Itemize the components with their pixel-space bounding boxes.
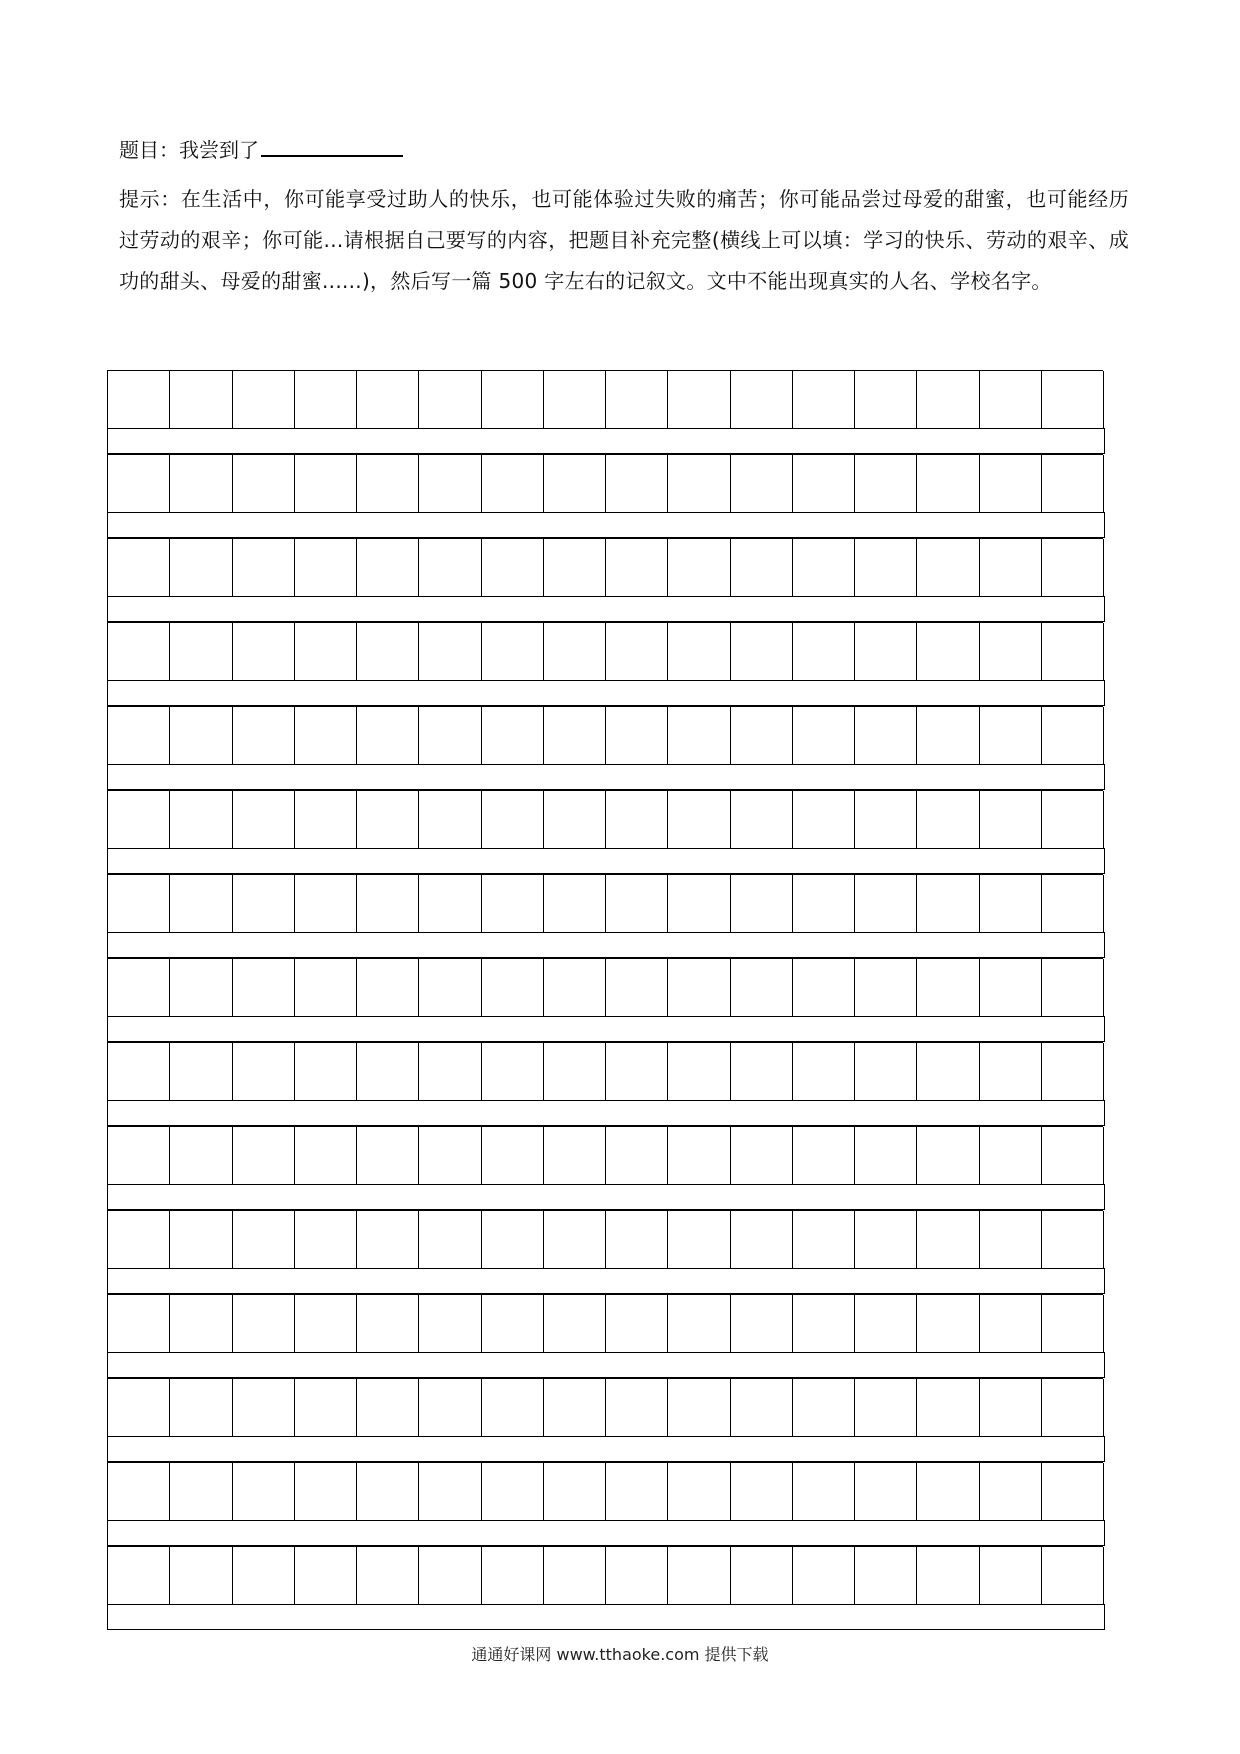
- grid-cell[interactable]: [855, 1379, 917, 1436]
- grid-cell[interactable]: [233, 1463, 295, 1520]
- grid-cell[interactable]: [855, 455, 917, 512]
- grid-cell[interactable]: [855, 1043, 917, 1100]
- grid-cell[interactable]: [233, 1127, 295, 1184]
- grid-cell[interactable]: [357, 791, 419, 848]
- grid-spacer-band: [107, 1184, 1105, 1210]
- grid-cell[interactable]: [170, 623, 232, 680]
- grid-cell[interactable]: [482, 875, 544, 932]
- grid-row: [107, 706, 1103, 764]
- grid-cell[interactable]: [108, 455, 170, 512]
- grid-cell[interactable]: [668, 1379, 730, 1436]
- grid-cell[interactable]: [295, 707, 357, 764]
- grid-cell[interactable]: [544, 1463, 606, 1520]
- grid-cell[interactable]: [544, 959, 606, 1016]
- grid-cell[interactable]: [855, 1295, 917, 1352]
- grid-cell[interactable]: [606, 1547, 668, 1604]
- grid-cell[interactable]: [419, 1547, 481, 1604]
- grid-cell[interactable]: [482, 1463, 544, 1520]
- grid-cell[interactable]: [668, 707, 730, 764]
- grid-cell[interactable]: [357, 1463, 419, 1520]
- grid-cell[interactable]: [482, 1211, 544, 1268]
- grid-cell[interactable]: [544, 1547, 606, 1604]
- grid-cell[interactable]: [917, 1379, 979, 1436]
- grid-cell[interactable]: [980, 1463, 1042, 1520]
- grid-cell[interactable]: [606, 1127, 668, 1184]
- grid-cell[interactable]: [295, 539, 357, 596]
- grid-cell[interactable]: [731, 791, 793, 848]
- grid-cell[interactable]: [295, 875, 357, 932]
- grid-cell[interactable]: [1042, 1211, 1104, 1268]
- grid-cell[interactable]: [606, 875, 668, 932]
- grid-cell[interactable]: [108, 1211, 170, 1268]
- grid-cell[interactable]: [731, 455, 793, 512]
- grid-cell[interactable]: [544, 791, 606, 848]
- grid-cell[interactable]: [1042, 959, 1104, 1016]
- grid-cell[interactable]: [357, 959, 419, 1016]
- grid-cell[interactable]: [295, 1295, 357, 1352]
- essay-title-line: [119, 133, 403, 166]
- grid-spacer-band: [107, 1352, 1105, 1378]
- grid-cell[interactable]: [917, 707, 979, 764]
- grid-cell[interactable]: [793, 539, 855, 596]
- grid-cell[interactable]: [606, 1043, 668, 1100]
- grid-cell[interactable]: [1042, 371, 1104, 428]
- grid-cell[interactable]: [108, 1127, 170, 1184]
- grid-cell[interactable]: [108, 791, 170, 848]
- grid-cell[interactable]: [419, 539, 481, 596]
- grid-cell[interactable]: [1042, 707, 1104, 764]
- grid-row: [107, 454, 1103, 512]
- grid-cell[interactable]: [793, 1379, 855, 1436]
- grid-cell[interactable]: [668, 959, 730, 1016]
- grid-cell[interactable]: [855, 371, 917, 428]
- grid-cell[interactable]: [606, 455, 668, 512]
- grid-cell[interactable]: [295, 455, 357, 512]
- grid-cell[interactable]: [357, 1295, 419, 1352]
- grid-cell[interactable]: [357, 1043, 419, 1100]
- grid-cell[interactable]: [233, 1043, 295, 1100]
- grid-cell[interactable]: [731, 623, 793, 680]
- grid-cell[interactable]: [419, 1463, 481, 1520]
- grid-cell[interactable]: [980, 455, 1042, 512]
- grid-spacer-band: [107, 1016, 1105, 1042]
- grid-cell[interactable]: [606, 1211, 668, 1268]
- grid-cell[interactable]: [855, 623, 917, 680]
- grid-row: [107, 622, 1103, 680]
- grid-cell[interactable]: [917, 539, 979, 596]
- grid-cell[interactable]: [419, 1211, 481, 1268]
- grid-cell[interactable]: [606, 1295, 668, 1352]
- grid-cell[interactable]: [482, 707, 544, 764]
- grid-spacer-band: [107, 1436, 1105, 1462]
- grid-row: [107, 1294, 1103, 1352]
- grid-cell[interactable]: [1042, 875, 1104, 932]
- grid-cell[interactable]: [980, 707, 1042, 764]
- grid-cell[interactable]: [980, 371, 1042, 428]
- grid-cell[interactable]: [917, 875, 979, 932]
- grid-cell[interactable]: [855, 1127, 917, 1184]
- grid-cell[interactable]: [793, 1463, 855, 1520]
- grid-cell[interactable]: [606, 623, 668, 680]
- grid-cell[interactable]: [668, 539, 730, 596]
- grid-cell[interactable]: [793, 1127, 855, 1184]
- grid-cell[interactable]: [1042, 1547, 1104, 1604]
- grid-cell[interactable]: [233, 1295, 295, 1352]
- grid-cell[interactable]: [980, 1379, 1042, 1436]
- grid-spacer-band: [107, 512, 1105, 538]
- grid-cell[interactable]: [233, 539, 295, 596]
- grid-cell[interactable]: [170, 1463, 232, 1520]
- grid-cell[interactable]: [668, 1463, 730, 1520]
- grid-cell[interactable]: [357, 707, 419, 764]
- grid-cell[interactable]: [855, 875, 917, 932]
- grid-row: [107, 958, 1103, 1016]
- grid-cell[interactable]: [357, 371, 419, 428]
- composition-grid: [107, 370, 1105, 1630]
- grid-cell[interactable]: [793, 1295, 855, 1352]
- grid-spacer-band: [107, 1100, 1105, 1126]
- grid-cell[interactable]: [980, 1295, 1042, 1352]
- grid-cell[interactable]: [1042, 623, 1104, 680]
- grid-cell[interactable]: [295, 1547, 357, 1604]
- grid-spacer-band: [107, 680, 1105, 706]
- grid-cell[interactable]: [419, 707, 481, 764]
- grid-cell[interactable]: [917, 791, 979, 848]
- grid-cell[interactable]: [731, 1295, 793, 1352]
- grid-cell[interactable]: [482, 1127, 544, 1184]
- grid-cell[interactable]: [855, 1463, 917, 1520]
- grid-cell[interactable]: [980, 623, 1042, 680]
- grid-cell[interactable]: [917, 1211, 979, 1268]
- grid-cell[interactable]: [731, 1127, 793, 1184]
- grid-cell[interactable]: [917, 1043, 979, 1100]
- grid-cell[interactable]: [980, 539, 1042, 596]
- grid-cell[interactable]: [544, 875, 606, 932]
- grid-cell[interactable]: [1042, 1463, 1104, 1520]
- grid-cell[interactable]: [917, 371, 979, 428]
- grid-cell[interactable]: [544, 539, 606, 596]
- grid-cell[interactable]: [170, 875, 232, 932]
- grid-cell[interactable]: [793, 455, 855, 512]
- grid-cell[interactable]: [544, 455, 606, 512]
- grid-cell[interactable]: [731, 707, 793, 764]
- grid-cell[interactable]: [668, 1295, 730, 1352]
- grid-cell[interactable]: [731, 959, 793, 1016]
- grid-cell[interactable]: [793, 707, 855, 764]
- grid-cell[interactable]: [1042, 1295, 1104, 1352]
- grid-cell[interactable]: [793, 371, 855, 428]
- grid-cell[interactable]: [544, 1211, 606, 1268]
- grid-cell[interactable]: [606, 791, 668, 848]
- grid-row: [107, 370, 1103, 428]
- grid-row: [107, 1378, 1103, 1436]
- grid-cell[interactable]: [544, 1043, 606, 1100]
- grid-cell[interactable]: [482, 623, 544, 680]
- grid-cell[interactable]: [419, 791, 481, 848]
- grid-cell[interactable]: [108, 707, 170, 764]
- grid-cell[interactable]: [793, 623, 855, 680]
- grid-cell[interactable]: [108, 371, 170, 428]
- grid-cell[interactable]: [606, 539, 668, 596]
- grid-cell[interactable]: [482, 371, 544, 428]
- grid-cell[interactable]: [980, 1043, 1042, 1100]
- grid-cell[interactable]: [482, 539, 544, 596]
- grid-spacer-band: [107, 848, 1105, 874]
- grid-cell[interactable]: [108, 1547, 170, 1604]
- grid-cell[interactable]: [855, 1547, 917, 1604]
- grid-cell[interactable]: [668, 1211, 730, 1268]
- grid-cell[interactable]: [357, 455, 419, 512]
- title-blank-underline[interactable]: [261, 133, 403, 157]
- grid-cell[interactable]: [482, 1547, 544, 1604]
- grid-cell[interactable]: [419, 959, 481, 1016]
- grid-cell[interactable]: [419, 1127, 481, 1184]
- grid-cell[interactable]: [606, 1463, 668, 1520]
- grid-cell[interactable]: [295, 1379, 357, 1436]
- grid-cell[interactable]: [233, 455, 295, 512]
- grid-cell[interactable]: [606, 707, 668, 764]
- grid-cell[interactable]: [170, 1127, 232, 1184]
- grid-cell[interactable]: [668, 1547, 730, 1604]
- grid-cell[interactable]: [606, 1379, 668, 1436]
- grid-cell[interactable]: [170, 707, 232, 764]
- grid-cell[interactable]: [1042, 539, 1104, 596]
- grid-cell[interactable]: [357, 623, 419, 680]
- grid-cell[interactable]: [731, 539, 793, 596]
- grid-cell[interactable]: [357, 539, 419, 596]
- grid-cell[interactable]: [917, 455, 979, 512]
- grid-cell[interactable]: [295, 1463, 357, 1520]
- grid-cell[interactable]: [668, 371, 730, 428]
- grid-cell[interactable]: [170, 539, 232, 596]
- grid-cell[interactable]: [108, 959, 170, 1016]
- grid-cell[interactable]: [233, 1211, 295, 1268]
- grid-cell[interactable]: [482, 1043, 544, 1100]
- grid-cell[interactable]: [419, 455, 481, 512]
- grid-cell[interactable]: [233, 791, 295, 848]
- grid-cell[interactable]: [731, 875, 793, 932]
- grid-cell[interactable]: [108, 1295, 170, 1352]
- grid-cell[interactable]: [357, 1211, 419, 1268]
- grid-cell[interactable]: [544, 623, 606, 680]
- grid-row: [107, 874, 1103, 932]
- grid-cell[interactable]: [793, 1211, 855, 1268]
- grid-cell[interactable]: [1042, 791, 1104, 848]
- grid-cell[interactable]: [170, 455, 232, 512]
- grid-cell[interactable]: [233, 1379, 295, 1436]
- grid-cell[interactable]: [544, 1379, 606, 1436]
- grid-cell[interactable]: [482, 1295, 544, 1352]
- grid-row: [107, 1042, 1103, 1100]
- grid-row: [107, 1126, 1103, 1184]
- grid-spacer-band: [107, 1604, 1105, 1630]
- grid-cell[interactable]: [295, 1043, 357, 1100]
- grid-spacer-band: [107, 1520, 1105, 1546]
- grid-cell[interactable]: [170, 371, 232, 428]
- grid-cell[interactable]: [917, 1127, 979, 1184]
- grid-spacer-band: [107, 932, 1105, 958]
- grid-cell[interactable]: [731, 1379, 793, 1436]
- grid-cell[interactable]: [917, 1463, 979, 1520]
- grid-cell[interactable]: [295, 623, 357, 680]
- grid-cell[interactable]: [793, 791, 855, 848]
- grid-cell[interactable]: [170, 959, 232, 1016]
- footer-source-note: 通通好课网 www.tthaoke.com 提供下载: [471, 1645, 769, 1664]
- grid-cell[interactable]: [980, 791, 1042, 848]
- grid-cell[interactable]: [855, 1211, 917, 1268]
- grid-cell[interactable]: [295, 371, 357, 428]
- grid-cell[interactable]: [170, 1547, 232, 1604]
- grid-spacer-band: [107, 596, 1105, 622]
- grid-spacer-band: [107, 1268, 1105, 1294]
- grid-cell[interactable]: [668, 1127, 730, 1184]
- grid-spacer-band: [107, 764, 1105, 790]
- grid-cell[interactable]: [668, 1043, 730, 1100]
- grid-cell[interactable]: [668, 455, 730, 512]
- grid-cell[interactable]: [233, 707, 295, 764]
- grid-cell[interactable]: [295, 959, 357, 1016]
- grid-cell[interactable]: [170, 1043, 232, 1100]
- grid-cell[interactable]: [295, 1127, 357, 1184]
- grid-cell[interactable]: [482, 959, 544, 1016]
- grid-cell[interactable]: [980, 1211, 1042, 1268]
- grid-cell[interactable]: [233, 1547, 295, 1604]
- grid-cell[interactable]: [668, 623, 730, 680]
- grid-cell[interactable]: [917, 623, 979, 680]
- grid-cell[interactable]: [544, 707, 606, 764]
- grid-cell[interactable]: [606, 371, 668, 428]
- grid-cell[interactable]: [544, 1295, 606, 1352]
- grid-cell[interactable]: [855, 791, 917, 848]
- grid-cell[interactable]: [233, 959, 295, 1016]
- grid-cell[interactable]: [419, 623, 481, 680]
- grid-cell[interactable]: [793, 875, 855, 932]
- grid-cell[interactable]: [917, 959, 979, 1016]
- grid-row: [107, 1462, 1103, 1520]
- grid-cell[interactable]: [980, 959, 1042, 1016]
- grid-cell[interactable]: [170, 1211, 232, 1268]
- grid-cell[interactable]: [731, 1211, 793, 1268]
- grid-cell[interactable]: [544, 1127, 606, 1184]
- grid-cell[interactable]: [668, 875, 730, 932]
- grid-cell[interactable]: [170, 791, 232, 848]
- grid-cell[interactable]: [295, 791, 357, 848]
- grid-row: [107, 1546, 1103, 1604]
- grid-cell[interactable]: [419, 1043, 481, 1100]
- grid-cell[interactable]: [793, 959, 855, 1016]
- grid-cell[interactable]: [731, 1463, 793, 1520]
- grid-cell[interactable]: [357, 875, 419, 932]
- grid-row: [107, 538, 1103, 596]
- grid-cell[interactable]: [108, 1379, 170, 1436]
- grid-row: [107, 1210, 1103, 1268]
- grid-cell[interactable]: [917, 1295, 979, 1352]
- grid-cell[interactable]: [731, 371, 793, 428]
- grid-cell[interactable]: [170, 1295, 232, 1352]
- grid-cell[interactable]: [668, 791, 730, 848]
- grid-cell[interactable]: [793, 1547, 855, 1604]
- grid-cell[interactable]: [108, 623, 170, 680]
- grid-cell[interactable]: [419, 1379, 481, 1436]
- grid-cell[interactable]: [606, 959, 668, 1016]
- grid-cell[interactable]: [731, 1547, 793, 1604]
- grid-cell[interactable]: [419, 875, 481, 932]
- grid-cell[interactable]: [855, 959, 917, 1016]
- grid-cell[interactable]: [855, 539, 917, 596]
- grid-cell[interactable]: [357, 1127, 419, 1184]
- grid-row: [107, 790, 1103, 848]
- grid-cell[interactable]: [917, 1547, 979, 1604]
- grid-cell[interactable]: [1042, 1379, 1104, 1436]
- grid-cell[interactable]: [482, 791, 544, 848]
- essay-title-label: 题目：我尝到了: [119, 138, 259, 162]
- grid-cell[interactable]: [357, 1379, 419, 1436]
- grid-cell[interactable]: [419, 371, 481, 428]
- grid-cell[interactable]: [295, 1211, 357, 1268]
- grid-cell[interactable]: [980, 1127, 1042, 1184]
- grid-cell[interactable]: [1042, 1043, 1104, 1100]
- grid-cell[interactable]: [108, 1463, 170, 1520]
- grid-spacer-band: [107, 428, 1105, 454]
- grid-cell[interactable]: [233, 371, 295, 428]
- grid-cell[interactable]: [108, 1043, 170, 1100]
- grid-cell[interactable]: [544, 371, 606, 428]
- grid-cell[interactable]: [482, 1379, 544, 1436]
- grid-cell[interactable]: [233, 623, 295, 680]
- grid-cell[interactable]: [980, 875, 1042, 932]
- grid-cell[interactable]: [170, 1379, 232, 1436]
- grid-cell[interactable]: [357, 1547, 419, 1604]
- grid-cell[interactable]: [482, 455, 544, 512]
- grid-cell[interactable]: [793, 1043, 855, 1100]
- grid-cell[interactable]: [855, 707, 917, 764]
- grid-cell[interactable]: [1042, 1127, 1104, 1184]
- grid-cell[interactable]: [1042, 455, 1104, 512]
- grid-cell[interactable]: [731, 1043, 793, 1100]
- grid-cell[interactable]: [233, 875, 295, 932]
- grid-cell[interactable]: [419, 1295, 481, 1352]
- grid-cell[interactable]: [108, 875, 170, 932]
- grid-cell[interactable]: [108, 539, 170, 596]
- essay-prompt: 提示：在生活中，你可能享受过助人的快乐，也可能体验过失败的痛苦；你可能品尝过母爱的甜蜜，也可能经历过劳动的艰辛；你可能...请根据自己要写的内容，把题目补充完整(横线上可以填：学习的快乐、劳动的艰辛、成功的甜头、母爱的甜蜜......)，然后写一篇 500 字左右的记叙文。文中不能出现真实的人名、学校名字。: [119, 187, 1129, 293]
- grid-cell[interactable]: [980, 1547, 1042, 1604]
